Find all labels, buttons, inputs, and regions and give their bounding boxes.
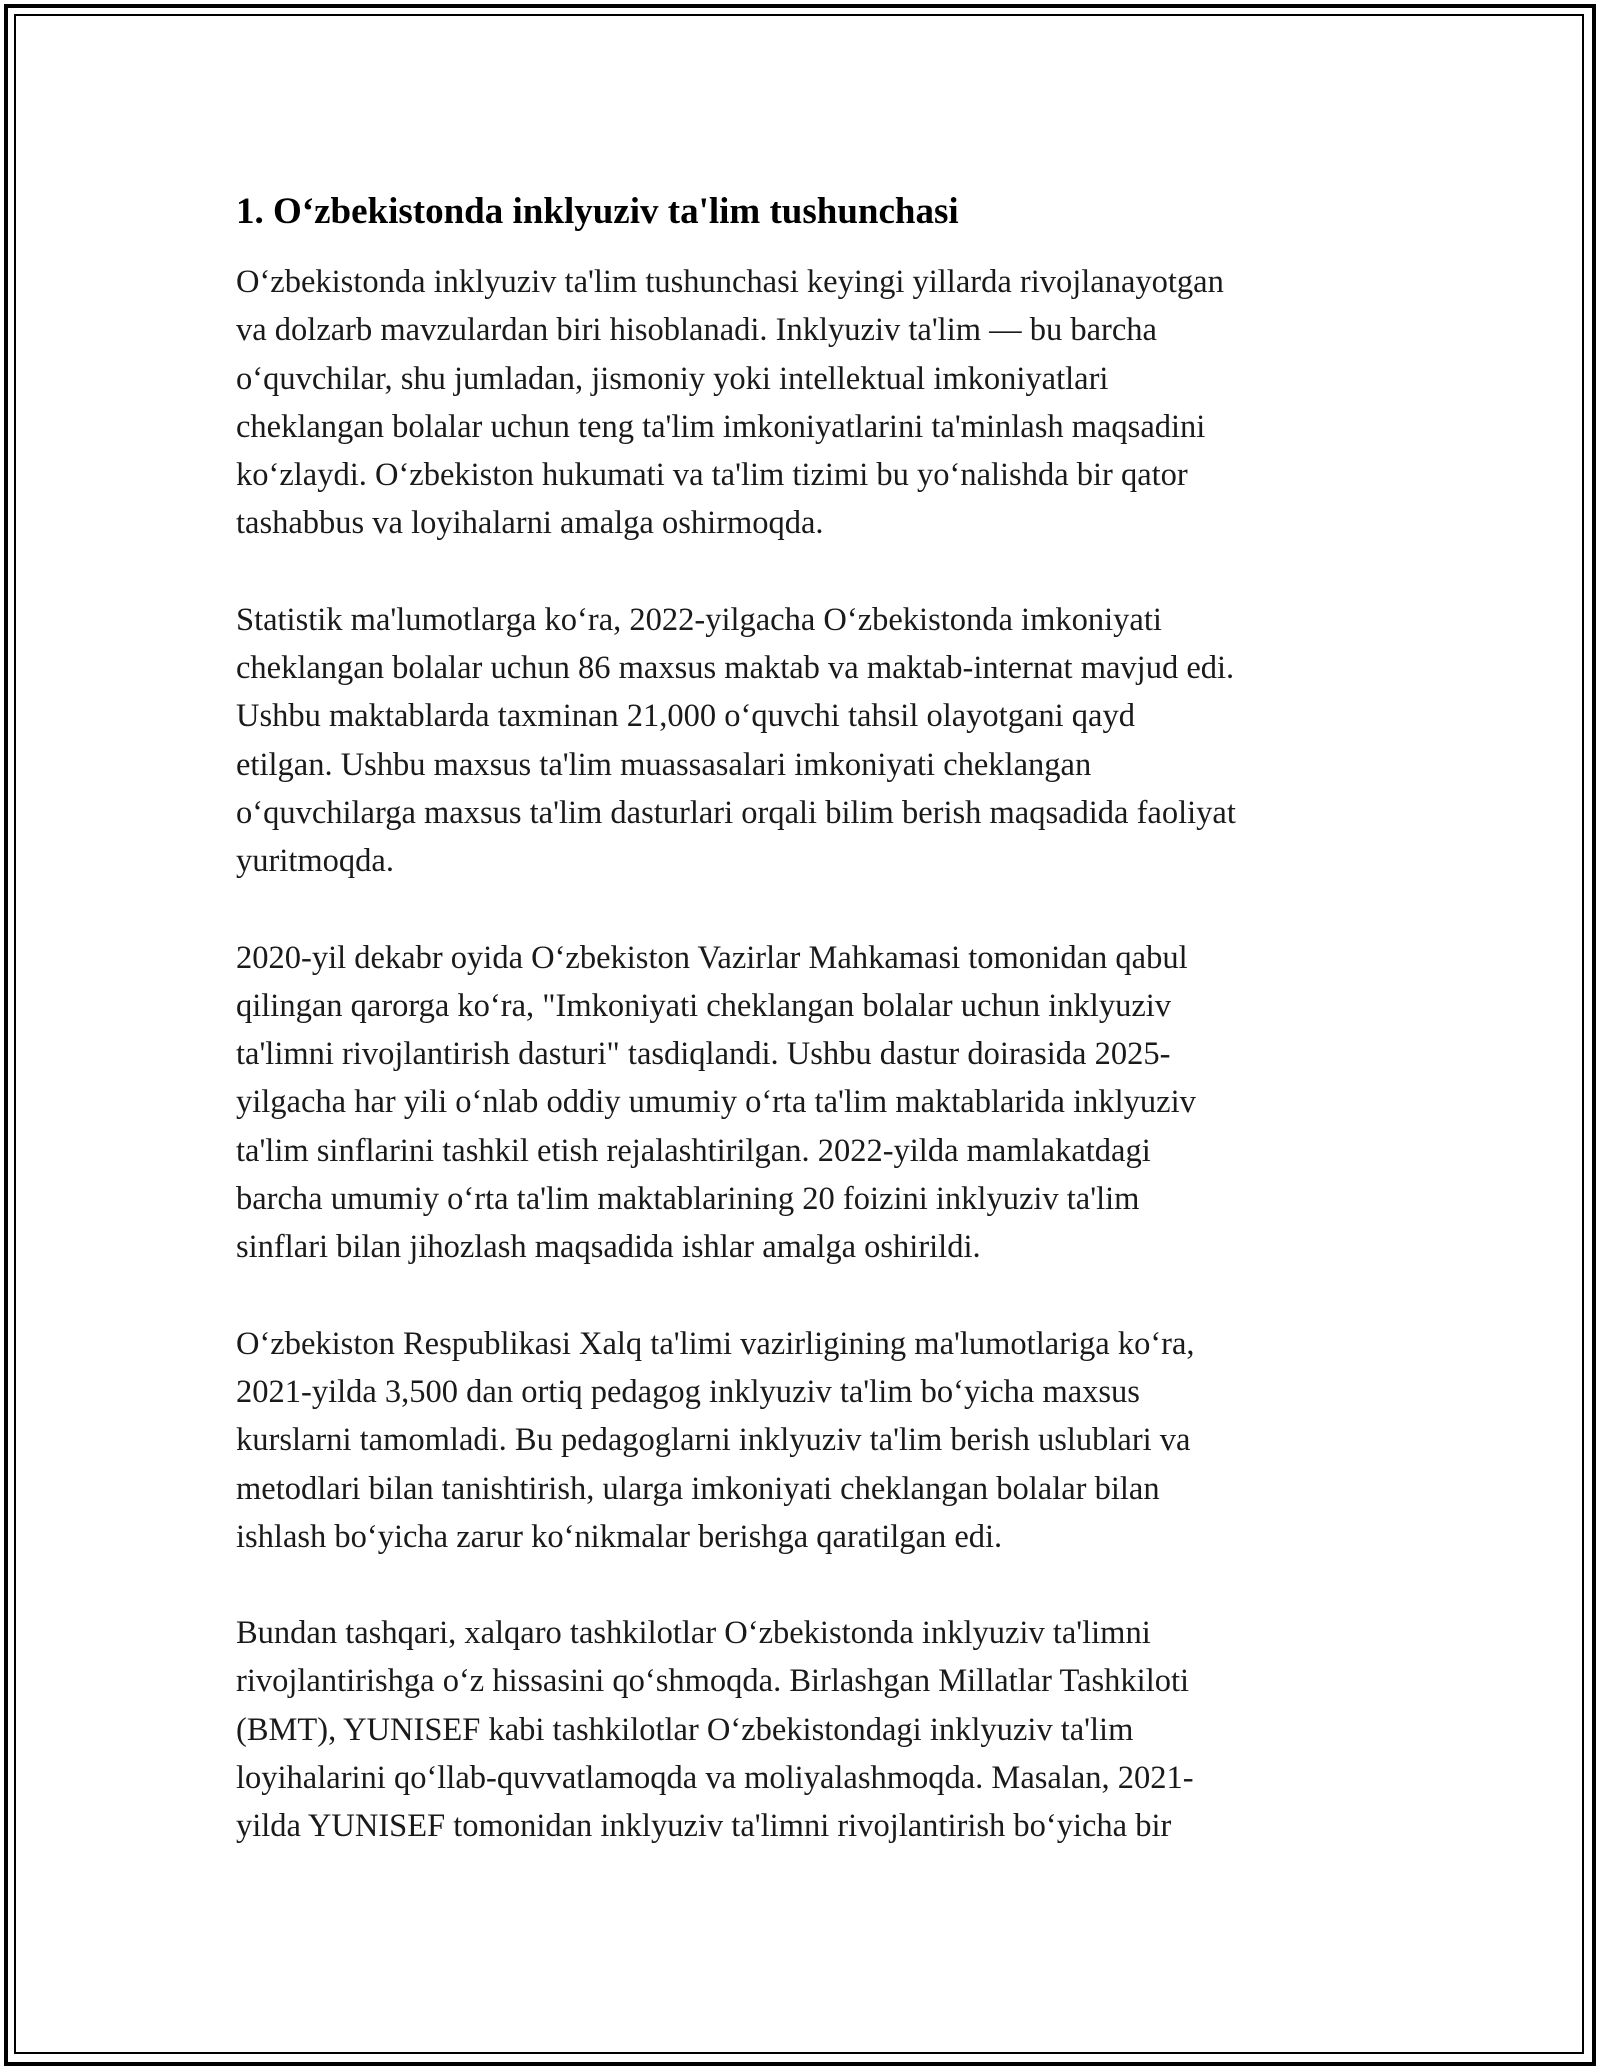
paragraph-line: ko‘zlaydi. O‘zbekiston hukumati va ta'lim tizimi bu yo‘nalishda bir qator: [236, 457, 1188, 494]
paragraph-line: rivojlantirishga o‘z hissasini qo‘shmoqda. Birlashgan Millatlar Tashkiloti: [236, 1663, 1190, 1700]
paragraph-line: cheklangan bolalar uchun teng ta'lim imkoniyatlarini ta'minlash maqsadini: [236, 408, 1206, 445]
paragraph-line: loyihalarini qo‘llab-quvvatlamoqda va moliyalashmoqda. Masalan, 2021-: [236, 1760, 1194, 1797]
paragraph-line: etilgan. Ushbu maxsus ta'lim muassasalari imkoniyati cheklangan: [236, 746, 1092, 783]
paragraph-line: va dolzarb mavzulardan biri hisoblanadi. Inklyuziv ta'lim — bu barcha: [236, 312, 1157, 349]
paragraph-line: ishlash bo‘yicha zarur ko‘nikmalar berishga qaratilgan edi.: [236, 1518, 1003, 1555]
paragraph-1: [236, 258, 1366, 548]
paragraph-line: yilda YUNISEF tomonidan inklyuziv ta'limni rivojlantirish bo‘yicha bir: [236, 1808, 1172, 1845]
paragraph-line: O‘zbekistonda inklyuziv ta'lim tushunchasi keyingi yillarda rivojlanayotgan: [236, 264, 1224, 300]
section-heading: 1. O‘zbekistonda inklyuziv ta'lim tushunchasi: [236, 191, 959, 232]
paragraph-line: sinflari bilan jihozlash maqsadida ishlar amalga oshirildi.: [236, 1229, 981, 1266]
paragraph-line: kurslarni tamomladi. Bu pedagoglarni inklyuziv ta'lim berish uslublari va: [236, 1422, 1191, 1459]
paragraph-line: o‘quvchilar, shu jumladan, jismoniy yoki intellektual imkoniyatlari: [236, 360, 1109, 397]
paragraph-line: o‘quvchilarga maxsus ta'lim dasturlari orqali bilim berish maqsadida faoliyat: [236, 794, 1236, 831]
paragraph-line: tashabbus va loyihalarni amalga oshirmoqda.: [236, 505, 824, 542]
paragraph-line: Bundan tashqari, xalqaro tashkilotlar O‘zbekistonda inklyuziv ta'limni: [236, 1615, 1151, 1652]
paragraph-4: [236, 1320, 1366, 1561]
paragraph-line: cheklangan bolalar uchun 86 maxsus maktab va maktab-internat mavjud edi.: [236, 650, 1235, 687]
paragraph-line: yilgacha har yili o‘nlab oddiy umumiy o‘rta ta'lim maktablarida inklyuziv: [236, 1084, 1196, 1121]
paragraph-2: [236, 596, 1366, 886]
paragraph-line: (BMT), YUNISEF kabi tashkilotlar O‘zbekistondagi inklyuziv ta'lim: [236, 1711, 1134, 1748]
paragraph-line: qilingan qarorga ko‘ra, "Imkoniyati cheklangan bolalar uchun inklyuziv: [236, 987, 1172, 1024]
paragraph-line: Ushbu maktablarda taxminan 21,000 o‘quvchi tahsil olayotgani qayd: [236, 698, 1135, 735]
document-page: [236, 188, 1366, 1851]
paragraph-line: 2021-yilda 3,500 dan ortiq pedagog inklyuziv ta'lim bo‘yicha maxsus: [236, 1373, 1140, 1410]
paragraph-line: metodlari bilan tanishtirish, ularga imkoniyati cheklangan bolalar bilan: [236, 1470, 1160, 1507]
paragraph-line: ta'limni rivojlantirish dasturi" tasdiqlandi. Ushbu dastur doirasida 2025-: [236, 1036, 1171, 1073]
paragraph-line: barcha umumiy o‘rta ta'lim maktablarining 20 foizini inklyuziv ta'lim: [236, 1181, 1140, 1218]
paragraph-line: yuritmoqda.: [236, 843, 394, 880]
paragraph-5: [236, 1609, 1366, 1850]
paragraph-line: 2020-yil dekabr oyida O‘zbekiston Vazirlar Mahkamasi tomonidan qabul: [236, 939, 1188, 976]
paragraph-line: O‘zbekiston Respublikasi Xalq ta'limi vazirligining ma'lumotlariga ko‘ra,: [236, 1325, 1195, 1362]
document-body: [236, 258, 1366, 1851]
paragraph-3: [236, 934, 1366, 1272]
paragraph-line: Statistik ma'lumotlarga ko‘ra, 2022-yilgacha O‘zbekistonda imkoniyati: [236, 601, 1162, 638]
paragraph-line: ta'lim sinflarini tashkil etish rejalashtirilgan. 2022-yilda mamlakatdagi: [236, 1132, 1151, 1169]
